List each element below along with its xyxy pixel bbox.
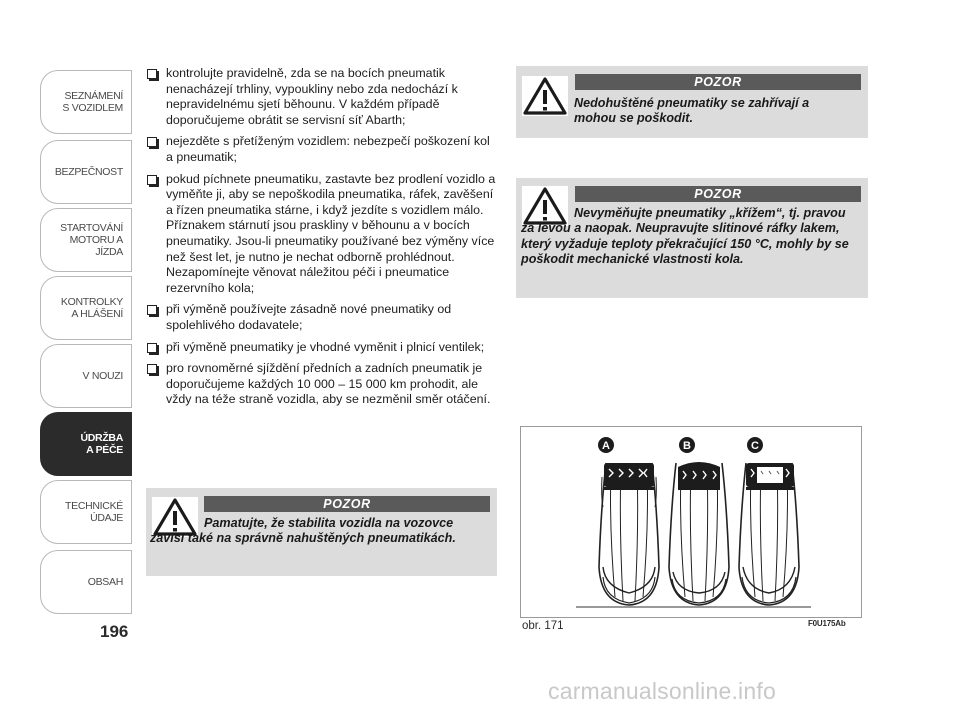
warning-text: Pamatujte, že stabilita vozidla na vozovce závisí také na správně nahuštěných pneumatikách. [150, 516, 456, 546]
warning-triangle-icon [522, 76, 568, 116]
tire-c-illustration [739, 463, 799, 605]
checkbox-bullet-icon [147, 137, 157, 147]
tab-obsah[interactable] [40, 550, 132, 614]
tab-label: KONTROLKY A HLÁŠENÍ [60, 296, 123, 320]
list-item: pro rovnoměrné sjíždění předních a zadních pneumatik je doporučujeme každých 10 000 – 15 000 km prohodit, ale vždy na téže straně vozidla, aby se nezměnil směr otáčení. [146, 361, 498, 408]
label-c-text: C [751, 440, 759, 452]
figure-code: F0U175Ab [808, 619, 846, 628]
tab-startovani[interactable] [40, 208, 132, 272]
checkbox-bullet-icon [147, 343, 157, 353]
warning-text: Nevyměňujte pneumatiky „křížem“, tj. pravou za levou a naopak. Neupravujte slitinové ráfky lakem, který vyžaduje teploty překračující 150 °C, mohly by se poškodit mechanické vlastnosti kola. [521, 206, 849, 267]
label-a-text: A [602, 440, 610, 452]
list-item: při výměně používejte zásadně nové pneumatiky od spolehlivého dodavatele; [146, 302, 498, 333]
list-item: pokud píchnete pneumatiku, zastavte bez prodlení vozidlo a vyměňte ji, aby se nepoškodila pneumatika, ráfek, zavěšení a řízen pneumatika stárne, i když jezdíte s vozidlem málo. Příznakem stárnutí jsou praskliny v běhounu a v bocích pneumatiky. Jsou-li pneumatiky používané bez výměny více než šest let, je nutno je nechat odborně prohlédnout. Nezapomínejte věnovat náležitou péči i pneumatice rezervního kola; [146, 172, 498, 297]
warning-heading: POZOR [204, 496, 490, 512]
tire-wear-illustration [521, 427, 861, 617]
tab-label: ÚDRŽBA A PÉČE [80, 432, 123, 456]
tab-label: STARTOVÁNÍ MOTORU A JÍZDA [60, 222, 123, 258]
tab-v-nouzi[interactable] [40, 344, 132, 408]
tire-b-illustration [669, 462, 729, 605]
list-item: při výměně pneumatiky je vhodné vyměnit i plnicí ventilek; [146, 340, 498, 356]
tab-bezpecnost[interactable] [40, 140, 132, 204]
tab-udrzba[interactable] [40, 412, 132, 476]
warning-box-swap [516, 178, 868, 298]
tab-label: V NOUZI [82, 370, 123, 382]
warning-heading: POZOR [575, 74, 861, 90]
tab-seznameni[interactable] [40, 70, 132, 134]
page-number: 196 [100, 622, 129, 641]
tab-label: TECHNICKÉ ÚDAJE [65, 500, 123, 524]
tire-a-illustration [599, 463, 659, 605]
tab-label: SEZNÁMENÍ S VOZIDLEM [62, 90, 123, 114]
tab-kontrolky[interactable] [40, 276, 132, 340]
tab-label: OBSAH [87, 576, 123, 588]
checkbox-bullet-icon [147, 305, 157, 315]
label-c-badge [747, 437, 763, 453]
warning-box-underinflation [516, 66, 868, 138]
tab-label: BEZPEČNOST [54, 166, 123, 178]
figure-caption: obr. 171 [522, 620, 564, 632]
checkbox-bullet-icon [147, 69, 157, 79]
list-item: nejezděte s přetíženým vozidlem: nebezpečí poškození kol a pneumatik; [146, 134, 498, 165]
label-b-text: B [683, 440, 691, 452]
tab-technicke[interactable] [40, 480, 132, 544]
label-a-badge [598, 437, 614, 453]
tire-care-list [146, 66, 498, 414]
warning-box-stability [146, 488, 497, 576]
tire-wear-figure [520, 426, 862, 618]
checkbox-bullet-icon [147, 175, 157, 185]
checkbox-bullet-icon [147, 364, 157, 374]
watermark: carmanualsonline.info [548, 678, 776, 704]
label-b-badge [679, 437, 695, 453]
warning-heading: POZOR [575, 186, 861, 202]
warning-text: Nedohuštěné pneumatiky se zahřívají a mohou se poškodit. [574, 96, 810, 126]
list-item: kontrolujte pravidelně, zda se na bocích pneumatik nenacházejí trhliny, vypoukliny nebo zda nedochází k nepravidelnému sjetí běhounu. V každém případě doporučujeme obrátit se servisní síť Abarth; [146, 66, 498, 128]
